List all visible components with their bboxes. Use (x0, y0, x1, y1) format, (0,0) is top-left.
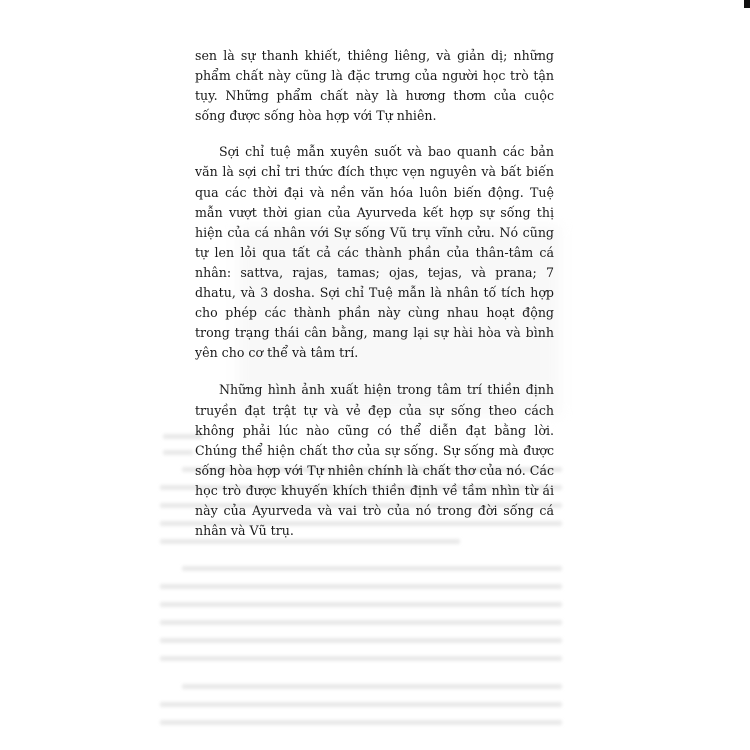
show-through-line (182, 566, 562, 571)
paragraph-3: Những hình ảnh xuất hiện trong tâm trí thiền định truyền đạt trật tự và vẻ đẹp của sự sống theo cách không phải lúc nào cũng có thể diễn đạt bằng lời. Chúng thể hiện chất thơ của sự sống. Sự sống mà được sống hòa hợp với Tự nhiên chính là chất thơ của nó. Các học trò được khuyến khích thiền định về tầm nhìn từ ái này của Ayurveda và vai trò của nó trong đời sống cá nhân và Vũ trụ. (195, 382, 554, 539)
show-through-line (160, 602, 562, 607)
show-through-line (160, 656, 562, 661)
show-through-line (182, 684, 562, 689)
show-through-line (160, 584, 562, 589)
show-through-line (160, 638, 562, 643)
paragraph-1: sen là sự thanh khiết, thiêng liêng, và giản dị; những phẩm chất này cũng là đặc trưng của người học trò tận tụy. Những phẩm chất này là hương thơm của cuộc sống được sống hòa hợp với Tự nhiên. (195, 48, 554, 124)
show-through-line (160, 620, 562, 625)
scan-edge-mark (744, 0, 750, 8)
body-text (195, 46, 554, 541)
show-through-line (163, 450, 193, 455)
show-through-line (160, 702, 562, 707)
paragraph-2: Sợi chỉ tuệ mẫn xuyên suốt và bao quanh các bản văn là sợi chỉ tri thức đích thực vẹn nguyên và bất biến qua các thời đại và nền văn hóa luôn biến động. Tuệ mẫn vượt thời gian của Ayurveda kết hợp sự sống thị hiện của cá nhân với Sự sống Vũ trụ vĩnh cửu. Nó cũng tự len lỏi qua tất cả các thành phần của thân-tâm cá nhân: sattva, rajas, tamas; ojas, tejas, và prana; 7 dhatu, và 3 dosha. Sợi chỉ Tuệ mẫn là nhân tố tích hợp cho phép các thành phần này cùng nhau hoạt động trong trạng thái cân bằng, mang lại sự hài hòa và bình yên cho cơ thể và tâm trí. (195, 144, 554, 361)
show-through-line (160, 720, 562, 725)
